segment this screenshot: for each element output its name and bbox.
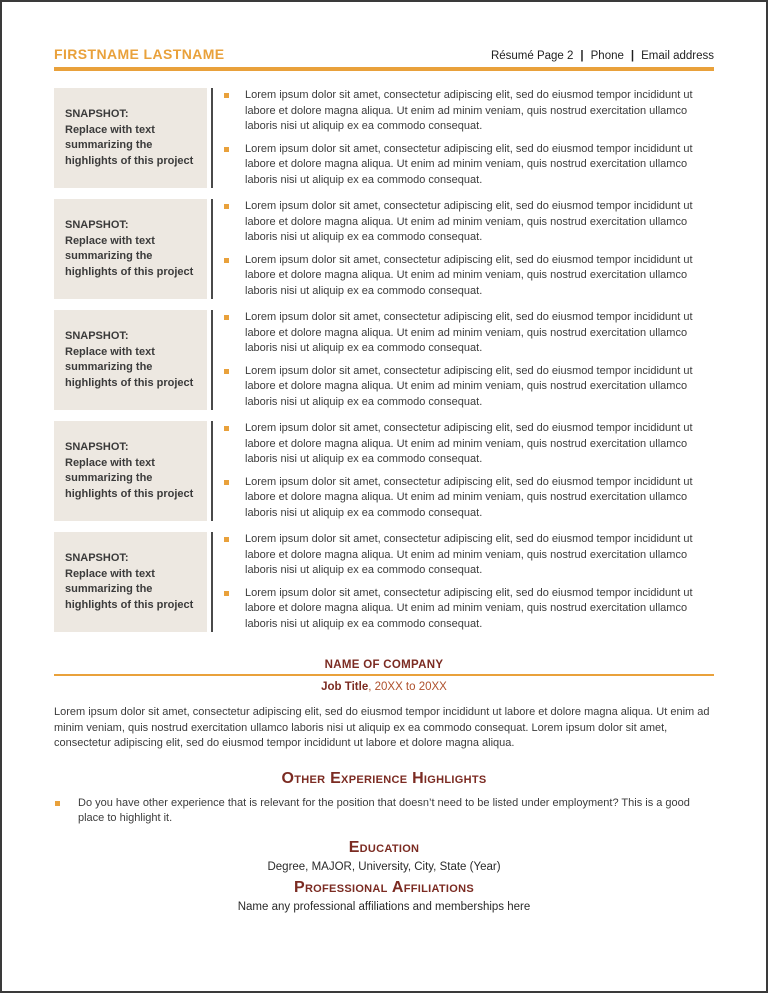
list-item — [223, 421, 714, 468]
list-item — [223, 532, 714, 579]
list-item — [223, 88, 714, 135]
other-experience-section — [54, 770, 714, 827]
snapshot-text: Replace with text summarizing the highlights of this project — [65, 123, 194, 167]
bullet-list — [213, 199, 714, 299]
snapshot-label: SNAPSHOT: — [65, 108, 129, 120]
bullet-text: Lorem ipsum dolor sit amet, consectetur adipiscing elit, sed do eiusmod tempor incididunt ut labore et dolore magna aliqua. Ut enim ad minim veniam, quis nostrud exercitation ullamco laboris nisi ut aliquip ex ea commodo consequat. — [245, 475, 693, 519]
candidate-name: FIRSTNAME LASTNAME — [54, 46, 225, 62]
bullet-text: Lorem ipsum dolor sit amet, consectetur adipiscing elit, sed do eiusmod tempor incididunt ut labore et dolore magna aliqua. Ut enim ad minim veniam, quis nostrud exercitation ullamco laboris nisi ut aliquip ex ea commodo consequat. — [245, 200, 693, 243]
project-section — [54, 310, 714, 410]
project-section — [54, 88, 714, 188]
other-experience-heading: Other Experience Highlights — [281, 769, 487, 787]
bullet-square-icon — [224, 258, 229, 263]
list-item — [223, 310, 714, 357]
bullet-square-icon — [224, 93, 229, 98]
bullet-square-icon — [224, 315, 229, 320]
list-item — [223, 253, 714, 300]
job-title-line — [54, 681, 714, 693]
bullet-text: Lorem ipsum dolor sit amet, consectetur adipiscing elit, sed do eiusmod tempor incididunt ut labore et dolore magna aliqua. Ut enim ad minim veniam, quis nostrud exercitation ullamco laboris nisi ut aliquip ex ea commodo consequat. — [245, 364, 693, 408]
bullet-list — [213, 310, 714, 410]
snapshot-box — [54, 310, 207, 410]
project-section — [54, 421, 714, 521]
bullet-list — [213, 88, 714, 188]
bullet-list — [213, 532, 714, 632]
list-item — [223, 475, 714, 522]
list-item — [54, 796, 714, 827]
affiliations-heading: Professional Affiliations — [293, 878, 475, 896]
header-contact-line — [491, 50, 714, 62]
pipe-separator: | — [580, 50, 584, 62]
employment-block — [54, 659, 714, 752]
snapshot-box — [54, 199, 207, 299]
bullet-text: Lorem ipsum dolor sit amet, consectetur adipiscing elit, sed do eiusmod tempor incididunt ut labore et dolore magna aliqua. Ut enim ad minim veniam, quis nostrud exercitation ullamco laboris nisi ut aliquip ex ea commodo consequat. — [245, 89, 693, 132]
affiliations-detail: Name any professional affiliations and memberships here — [237, 900, 531, 913]
education-section — [54, 839, 714, 873]
bullet-text: Lorem ipsum dolor sit amet, consectetur adipiscing elit, sed do eiusmod tempor incididunt ut labore et dolore magna aliqua. Ut enim ad minim veniam, quis nostrud exercitation ullamco laboris nisi ut aliquip ex ea commodo consequat. — [245, 586, 693, 630]
bullet-text: Do you have other experience that is relevant for the position that doesn’t need to be listed under employment? This is a good place to highlight it. — [78, 796, 690, 824]
bullet-square-icon — [224, 147, 229, 152]
snapshot-text: Replace with text summarizing the highlights of this project — [65, 345, 194, 389]
snapshot-label: SNAPSHOT: — [65, 219, 129, 231]
education-detail: Degree, MAJOR, University, City, State (Year) — [267, 860, 501, 873]
snapshot-label: SNAPSHOT: — [65, 552, 129, 564]
bullet-square-icon — [224, 369, 229, 374]
snapshot-text: Replace with text summarizing the highlights of this project — [65, 456, 194, 500]
pipe-separator: | — [630, 50, 635, 62]
company-rule — [54, 674, 714, 676]
snapshot-box — [54, 421, 207, 521]
bullet-square-icon — [55, 801, 60, 806]
bullet-text: Lorem ipsum dolor sit amet, consectetur adipiscing elit, sed do eiusmod tempor incididunt ut labore et dolore magna aliqua. Ut enim ad minim veniam, quis nostrud exercitation ullamco laboris nisi ut aliquip ex ea commodo consequat. — [245, 311, 693, 354]
list-item — [223, 586, 714, 633]
education-heading: Education — [348, 838, 420, 856]
phone-label: Phone — [590, 50, 624, 62]
bullet-text: Lorem ipsum dolor sit amet, consectetur adipiscing elit, sed do eiusmod tempor incididunt ut labore et dolore magna aliqua. Ut enim ad minim veniam, quis nostrud exercitation ullamco laboris nisi ut aliquip ex ea commodo consequat. — [245, 142, 693, 186]
bullet-square-icon — [224, 480, 229, 485]
snapshot-box — [54, 88, 207, 188]
bullet-square-icon — [224, 426, 229, 431]
project-sections — [54, 88, 714, 632]
header-rule — [54, 67, 714, 71]
company-name: NAME OF COMPANY — [324, 659, 444, 671]
job-title: Job Title — [321, 681, 369, 693]
bullet-text: Lorem ipsum dolor sit amet, consectetur adipiscing elit, sed do eiusmod tempor incididunt ut labore et dolore magna aliqua. Ut enim ad minim veniam, quis nostrud exercitation ullamco laboris nisi ut aliquip ex ea commodo consequat. — [245, 533, 693, 576]
affiliations-section — [54, 879, 714, 913]
snapshot-text: Replace with text summarizing the highlights of this project — [65, 234, 194, 278]
email-label: Email address — [641, 50, 714, 62]
list-item — [223, 364, 714, 411]
project-section — [54, 199, 714, 299]
snapshot-box — [54, 532, 207, 632]
bullet-square-icon — [224, 537, 229, 542]
resume-page-label: Résumé Page 2 — [490, 50, 574, 62]
list-item — [223, 142, 714, 189]
snapshot-label: SNAPSHOT: — [65, 330, 129, 342]
list-item — [223, 199, 714, 246]
job-summary-paragraph: Lorem ipsum dolor sit amet, consectetur adipiscing elit, sed do eiusmod tempor incididunt ut labore et dolore magna aliqua. Ut enim ad minim veniam, quis nostrud exercitation ullamco laboris nisi ut aliquip ex ea commodo consequat. Lorem ipsum dolor sit amet, consectetur adipiscing elit, sed do eiusmod tempor incididunt ut labore et dolore magna aliqua. — [54, 706, 710, 749]
job-dates: , 20XX to 20XX — [368, 681, 447, 693]
page-header — [54, 46, 714, 62]
project-section — [54, 532, 714, 632]
bullet-text: Lorem ipsum dolor sit amet, consectetur adipiscing elit, sed do eiusmod tempor incididunt ut labore et dolore magna aliqua. Ut enim ad minim veniam, quis nostrud exercitation ullamco laboris nisi ut aliquip ex ea commodo consequat. — [245, 422, 693, 465]
bullet-square-icon — [224, 204, 229, 209]
snapshot-label: SNAPSHOT: — [65, 441, 129, 453]
bullet-list — [213, 421, 714, 521]
snapshot-text: Replace with text summarizing the highlights of this project — [65, 567, 194, 611]
bullet-square-icon — [224, 591, 229, 596]
bullet-text: Lorem ipsum dolor sit amet, consectetur adipiscing elit, sed do eiusmod tempor incididunt ut labore et dolore magna aliqua. Ut enim ad minim veniam, quis nostrud exercitation ullamco laboris nisi ut aliquip ex ea commodo consequat. — [245, 253, 693, 297]
